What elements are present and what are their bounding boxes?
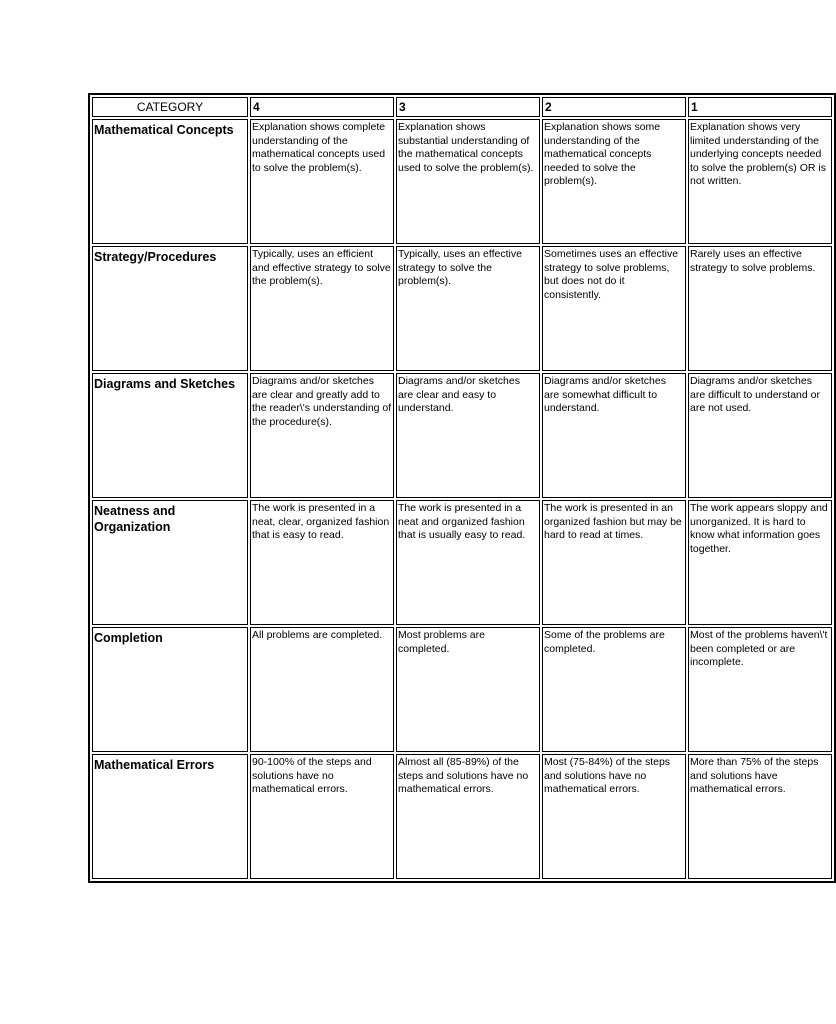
table-cell: Typically, uses an effective strategy to solve the problem(s).: [396, 246, 540, 371]
header-score-1: 1: [688, 97, 832, 117]
row-category-label: Completion: [92, 627, 248, 752]
row-category-label: Diagrams and Sketches: [92, 373, 248, 498]
row-category-label: Mathematical Concepts: [92, 119, 248, 244]
table-row: [92, 500, 832, 625]
header-row: [92, 97, 832, 117]
rubric-table: [88, 93, 836, 883]
table-row: [92, 246, 832, 371]
table-cell: Most of the problems haven\'t been completed or are incomplete.: [688, 627, 832, 752]
table-cell: Explanation shows complete understanding of the mathematical concepts used to solve the problem(s).: [250, 119, 394, 244]
table-cell: Explanation shows substantial understanding of the mathematical concepts used to solve the problem(s).: [396, 119, 540, 244]
header-score-2: 2: [542, 97, 686, 117]
table-cell: Sometimes uses an effective strategy to solve problems, but does not do it consistently.: [542, 246, 686, 371]
table-cell: Explanation shows some understanding of the mathematical concepts needed to solve the problem(s).: [542, 119, 686, 244]
table-cell: The work is presented in an organized fashion but may be hard to read at times.: [542, 500, 686, 625]
row-category-label: Strategy/Procedures: [92, 246, 248, 371]
table-cell: The work appears sloppy and unorganized. It is hard to know what information goes together.: [688, 500, 832, 625]
table-row: [92, 119, 832, 244]
table-cell: Almost all (85-89%) of the steps and solutions have no mathematical errors.: [396, 754, 540, 879]
header-category: CATEGORY: [92, 97, 248, 117]
row-category-label: Mathematical Errors: [92, 754, 248, 879]
row-category-label: Neatness and Organization: [92, 500, 248, 625]
header-score-3: 3: [396, 97, 540, 117]
table-row: [92, 373, 832, 498]
table-cell: Diagrams and/or sketches are somewhat difficult to understand.: [542, 373, 686, 498]
table-cell: 90-100% of the steps and solutions have no mathematical errors.: [250, 754, 394, 879]
table-cell: Diagrams and/or sketches are clear and easy to understand.: [396, 373, 540, 498]
table-cell: Diagrams and/or sketches are difficult to understand or are not used.: [688, 373, 832, 498]
table-cell: More than 75% of the steps and solutions have mathematical errors.: [688, 754, 832, 879]
table-cell: Rarely uses an effective strategy to solve problems.: [688, 246, 832, 371]
table-cell: The work is presented in a neat, clear, organized fashion that is easy to read.: [250, 500, 394, 625]
table-cell: Most (75-84%) of the steps and solutions have no mathematical errors.: [542, 754, 686, 879]
table-cell: All problems are completed.: [250, 627, 394, 752]
table-cell: Most problems are completed.: [396, 627, 540, 752]
table-row: [92, 754, 832, 879]
table-cell: Explanation shows very limited understanding of the underlying concepts needed to solve the problem(s) OR is not written.: [688, 119, 832, 244]
table-cell: Diagrams and/or sketches are clear and greatly add to the reader\'s understanding of the procedure(s).: [250, 373, 394, 498]
table-cell: Some of the problems are completed.: [542, 627, 686, 752]
table-row: [92, 627, 832, 752]
rubric-container: [88, 93, 828, 883]
table-cell: Typically, uses an efficient and effective strategy to solve the problem(s).: [250, 246, 394, 371]
header-score-4: 4: [250, 97, 394, 117]
table-cell: The work is presented in a neat and organized fashion that is usually easy to read.: [396, 500, 540, 625]
